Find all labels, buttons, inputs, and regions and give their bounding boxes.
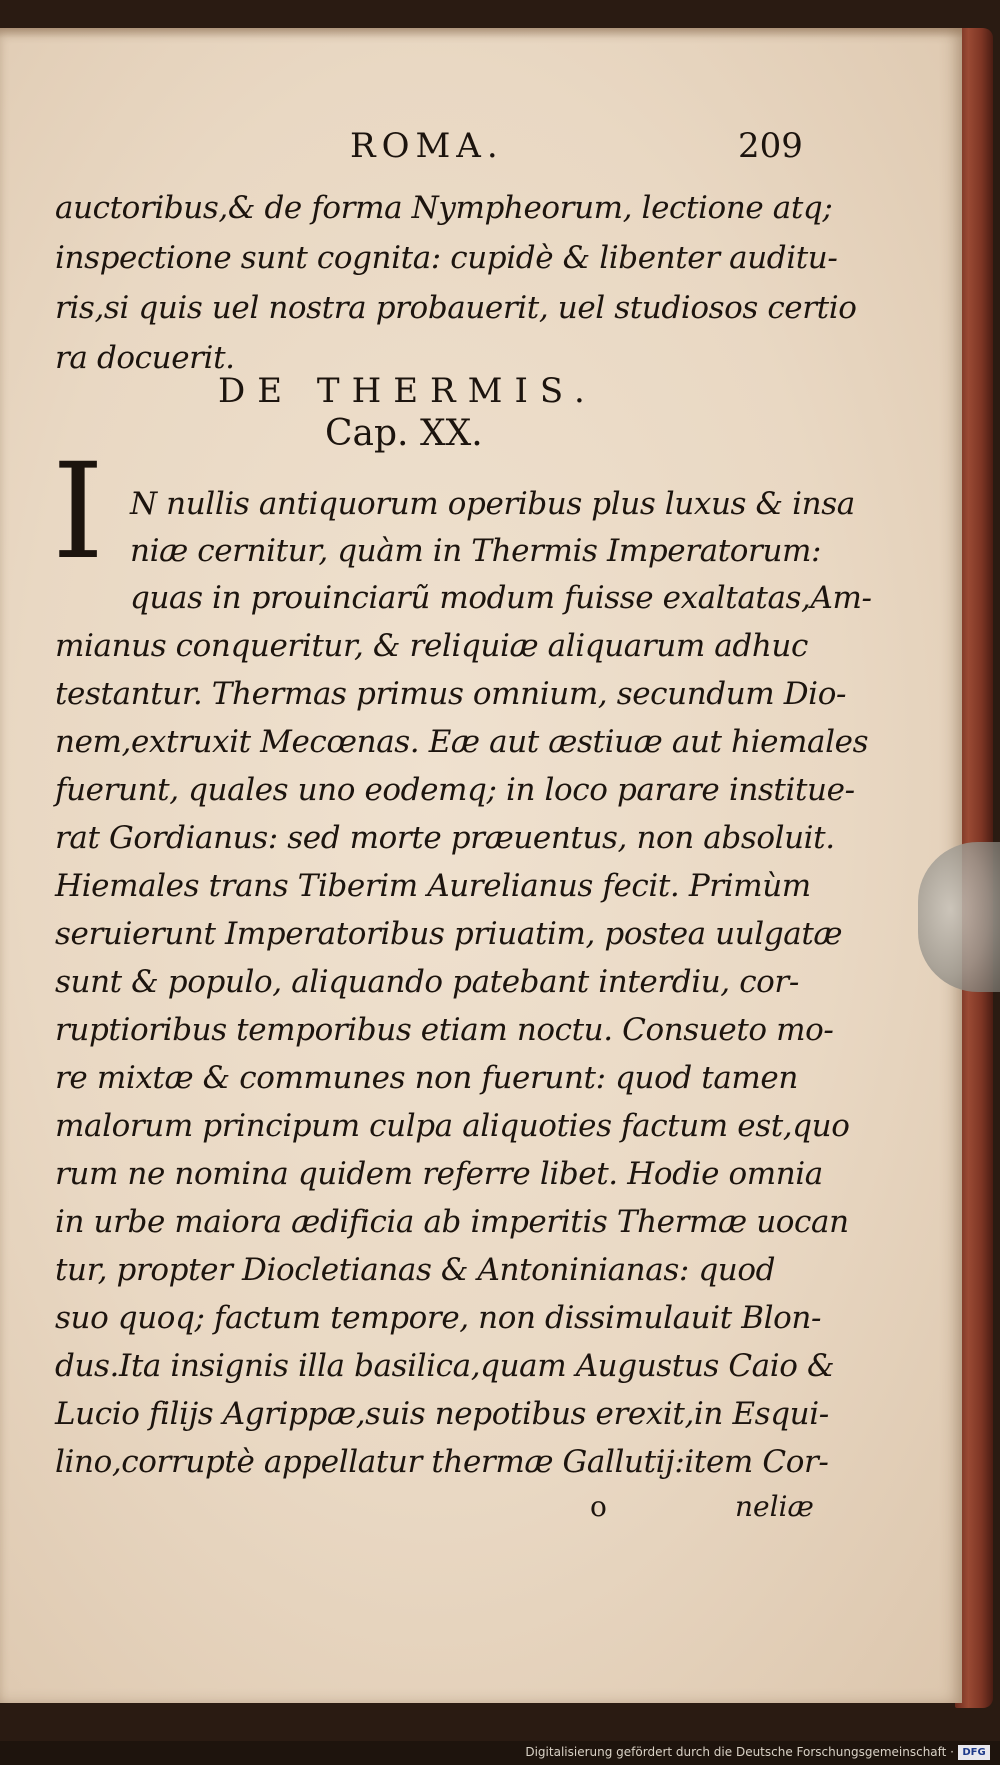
text-line: quas in prouinciarũ modum fuisse exaltatas,Am- <box>130 580 872 616</box>
dfg-logo-icon: DFG <box>958 1745 990 1760</box>
text-line: niæ cernitur, quàm in Thermis Imperatorum: <box>130 533 822 569</box>
signature-mark: o <box>590 1490 607 1523</box>
text-line: suo quoq; factum tempore, non dissimulauit Blon- <box>55 1300 822 1336</box>
text-line: Lucio filijs Agrippæ,suis nepotibus erexit,in Esqui- <box>55 1396 829 1432</box>
text-line: inspectione sunt cognita: cupidè & libenter auditu- <box>55 240 838 276</box>
text-line: in urbe maiora ædificia ab imperitis Thermæ uocan <box>55 1204 849 1240</box>
text-line: auctoribus,& de forma Nympheorum, lectione atq; <box>55 190 833 226</box>
text-line: Hiemales trans Tiberim Aurelianus fecit. Primùm <box>55 868 811 904</box>
text-line: dus.Ita insignis illa basilica,quam Augustus Caio & <box>55 1348 835 1384</box>
text-line: lino,corruptè appellatur thermæ Gallutij:item Cor- <box>55 1444 829 1480</box>
text-line: re mixtæ & communes non fuerunt: quod tamen <box>55 1060 798 1096</box>
text-line: seruierunt Imperatoribus priuatim, postea uulgatæ <box>55 916 843 952</box>
text-line: tur, propter Diocletianas & Antoninianas: quod <box>55 1252 776 1288</box>
page-number: 209 <box>738 126 803 166</box>
section-heading: DE THERMIS. <box>218 371 597 411</box>
text-line: ruptioribus temporibus etiam noctu. Consueto mo- <box>55 1012 834 1048</box>
book-page <box>0 28 962 1703</box>
text-line: testantur. Thermas primus omnium, secundum Dio- <box>55 676 847 712</box>
text-line: rum ne nomina quidem referre libet. Hodie omnia <box>55 1156 823 1192</box>
text-line: N nullis antiquorum operibus plus luxus & insa <box>130 486 855 522</box>
book-clasp <box>918 842 1000 992</box>
text-line: ra docuerit. <box>55 340 235 376</box>
catchword: neliæ <box>735 1490 814 1523</box>
text-line: nem,extruxit Mecœnas. Eæ aut æstiuæ aut hiemales <box>55 724 869 760</box>
text-line: sunt & populo, aliquando patebant interdiu, cor- <box>55 964 799 1000</box>
text-line: fuerunt, quales uno eodemq; in loco parare institue- <box>55 772 855 808</box>
chapter-label: Cap. XX. <box>325 413 483 454</box>
text-line: mianus conqueritur, & reliquiæ aliquarum adhuc <box>55 628 808 664</box>
digitization-footer <box>0 1741 1000 1765</box>
footer-credit: Digitalisierung gefördert durch die Deutsche Forschungsgemeinschaft · <box>525 1745 954 1759</box>
text-line: rat Gordianus: sed morte præuentus, non absoluit. <box>55 820 835 856</box>
drop-cap: I <box>52 435 105 589</box>
text-line: ris,si quis uel nostra probauerit, uel studiosos certio <box>55 290 857 326</box>
running-head: ROMA. <box>350 126 504 166</box>
text-line: malorum principum culpa aliquoties factum est,quo <box>55 1108 850 1144</box>
